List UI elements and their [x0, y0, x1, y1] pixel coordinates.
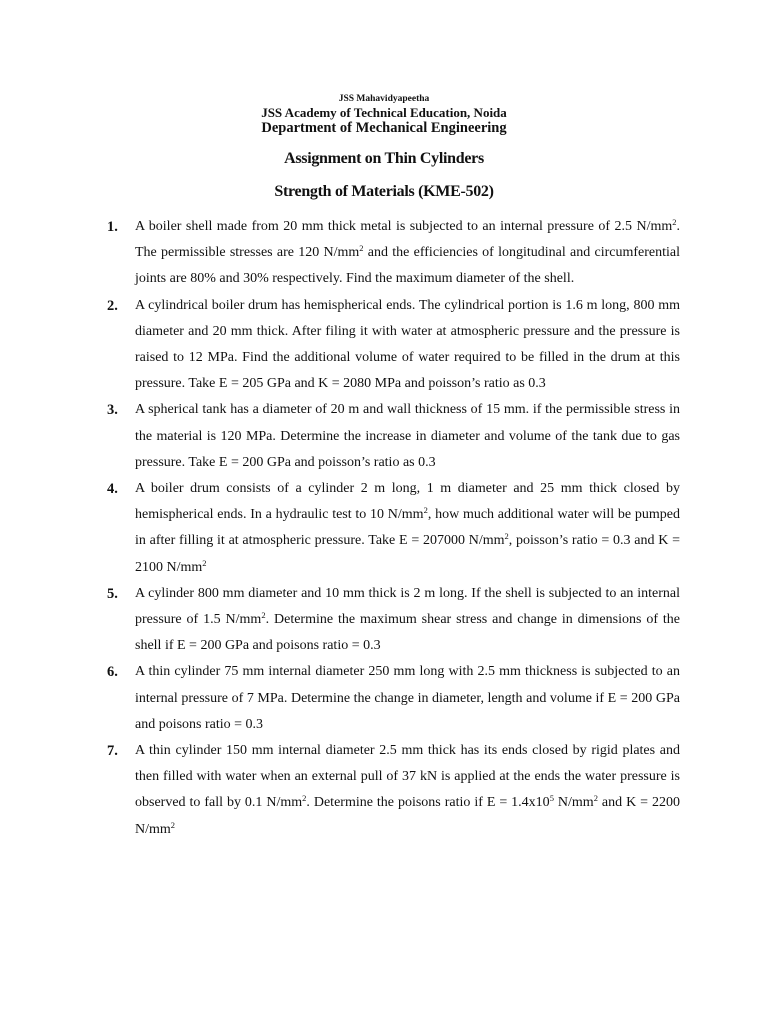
question-text: . Determine the poisons ratio if E = 1.4x10 — [306, 795, 550, 811]
question-number: 1. — [107, 219, 118, 235]
org-name: JSS Mahavidyapeetha — [338, 94, 430, 104]
superscript: 2 — [170, 819, 176, 830]
question-number: 3. — [107, 402, 118, 419]
department-name: Department of Mechanical Engineering — [261, 120, 507, 136]
question-item — [107, 738, 680, 843]
superscript: 2 — [302, 793, 307, 804]
superscript: 2 — [423, 505, 428, 516]
superscript: 2 — [593, 793, 598, 804]
institute-name: JSS Academy of Technical Education, Noida — [261, 105, 507, 120]
question-item — [107, 397, 680, 476]
question-text: A thin cylinder 150 mm internal diameter 2.5 mm thick has its ends closed by rigid plates and then filled with water when an external pull of 37 kN is applied at the ends the water pressure is observed to fall by 0.1 N/mm — [135, 743, 680, 811]
question-text: . Determine the maximum shear stress and change in dimensions of the shell if E = 200 GPa and poisons ratio = 0.3 — [135, 612, 680, 654]
question-number: 5. — [107, 585, 118, 602]
question-text: A cylindrical boiler drum has hemispherical ends. The cylindrical portion is 1.6 m long, 800 mm diameter and 20 mm thick. After filing it with water at atmospheric pressure and the pressure is raised to 12 MPa. Find the additional volume of water required to be filled in the drum at this pressure. Take E = 205 GPa and K = 2080 MPa and poisson’s ratio as 0.3 — [135, 297, 680, 392]
superscript: 2 — [202, 557, 207, 568]
question-item — [107, 659, 680, 738]
question-text: and the efficiencies of longitudinal and circumferential joints are 80% and 30% respectively. Find the maximum diameter of the shell. — [135, 245, 680, 287]
superscript: 2 — [261, 610, 266, 621]
question-list — [107, 214, 680, 843]
question-text: A spherical tank has a diameter of 20 m and wall thickness of 15 mm. if the permissible stress in the material is 120 MPa. Determine the increase in diameter and volume of the tank due to gas pressure. Take E = 200 GPa and poisson’s ratio as 0.3 — [135, 402, 680, 470]
question-text: N/mm — [553, 795, 594, 811]
question-text: . The permissible stresses are 120 N/mm — [135, 219, 680, 261]
subject-title: Strength of Materials (KME-502) — [274, 183, 494, 200]
question-item — [107, 214, 680, 293]
question-number: 6. — [107, 664, 118, 681]
question-text: and K = 2200 N/mm — [135, 795, 680, 837]
question-item — [107, 581, 680, 660]
assignment-title: Assignment on Thin Cylinders — [284, 150, 484, 167]
superscript: 2 — [504, 531, 509, 542]
question-text: A boiler shell made from 20 mm thick metal is subjected to an internal pressure of 2.5 N/mm — [135, 219, 673, 234]
superscript: 2 — [672, 217, 677, 227]
question-text: A thin cylinder 75 mm internal diameter 250 mm long with 2.5 mm thickness is subjected to an internal pressure of 7 MPa. Determine the change in diameter, length and volume if E = 200 GPa and poisons ratio = 0.3 — [135, 664, 680, 732]
question-text: , poisson’s ratio = 0.3 and K = 2100 N/mm — [135, 533, 680, 575]
question-number: 7. — [107, 743, 118, 760]
question-text: A boiler drum consists of a cylinder 2 m long, 1 m diameter and 25 mm thick closed by hemispherical ends. In a hydraulic test to 10 N/mm — [135, 481, 680, 523]
superscript: 5 — [549, 793, 554, 804]
question-text: A cylinder 800 mm diameter and 10 mm thick is 2 m long. If the shell is subjected to an internal pressure of 1.5 N/mm — [135, 585, 680, 628]
question-number: 2. — [107, 297, 118, 314]
question-item — [107, 293, 680, 398]
question-text: , how much additional water will be pumped in after filling it at atmospheric pressure. Take E = 207000 N/mm — [135, 507, 680, 549]
question-number: 4. — [107, 481, 118, 498]
question-item — [107, 476, 680, 581]
superscript: 2 — [359, 243, 364, 254]
